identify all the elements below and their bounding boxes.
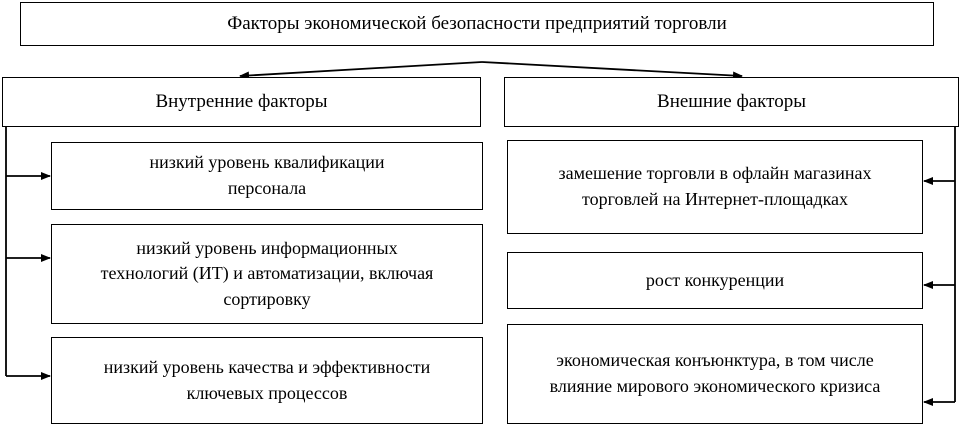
arrow-title-to-internal — [240, 62, 482, 76]
internal-factor-1 — [51, 142, 483, 210]
external-factor-2-text: рост конкуренции — [645, 269, 785, 290]
internal-factors-header — [2, 77, 481, 127]
internal-factor-1-text: низкий уровень квалификации персонала — [149, 152, 385, 198]
external-factors-label: Внешние факторы — [657, 90, 806, 112]
diagram-title-text: Факторы экономической безопасности предприятий торговли — [227, 12, 727, 34]
external-factor-3-text: экономическая конъюнктура, в том числе влияние мирового экономического кризиса — [549, 350, 881, 396]
external-factor-2 — [507, 252, 923, 309]
internal-factor-3-text: низкий уровень качества и эффективности ключевых процессов — [103, 356, 431, 403]
internal-factor-2 — [51, 224, 483, 324]
external-factor-3 — [507, 324, 923, 424]
external-factor-1 — [507, 140, 923, 234]
external-factors-header — [504, 77, 959, 127]
arrow-title-to-external — [482, 62, 742, 76]
diagram-title — [20, 2, 934, 46]
internal-factors-label: Внутренние факторы — [155, 90, 328, 112]
external-factor-1-text: замешение торговли в офлайн магазинах торговлей на Интернет-площадках — [558, 163, 872, 209]
internal-factor-3 — [51, 337, 483, 424]
internal-factor-2-text: низкий уровень информационных технологий (ИТ) и автоматизации, включая сортировку — [100, 237, 434, 309]
